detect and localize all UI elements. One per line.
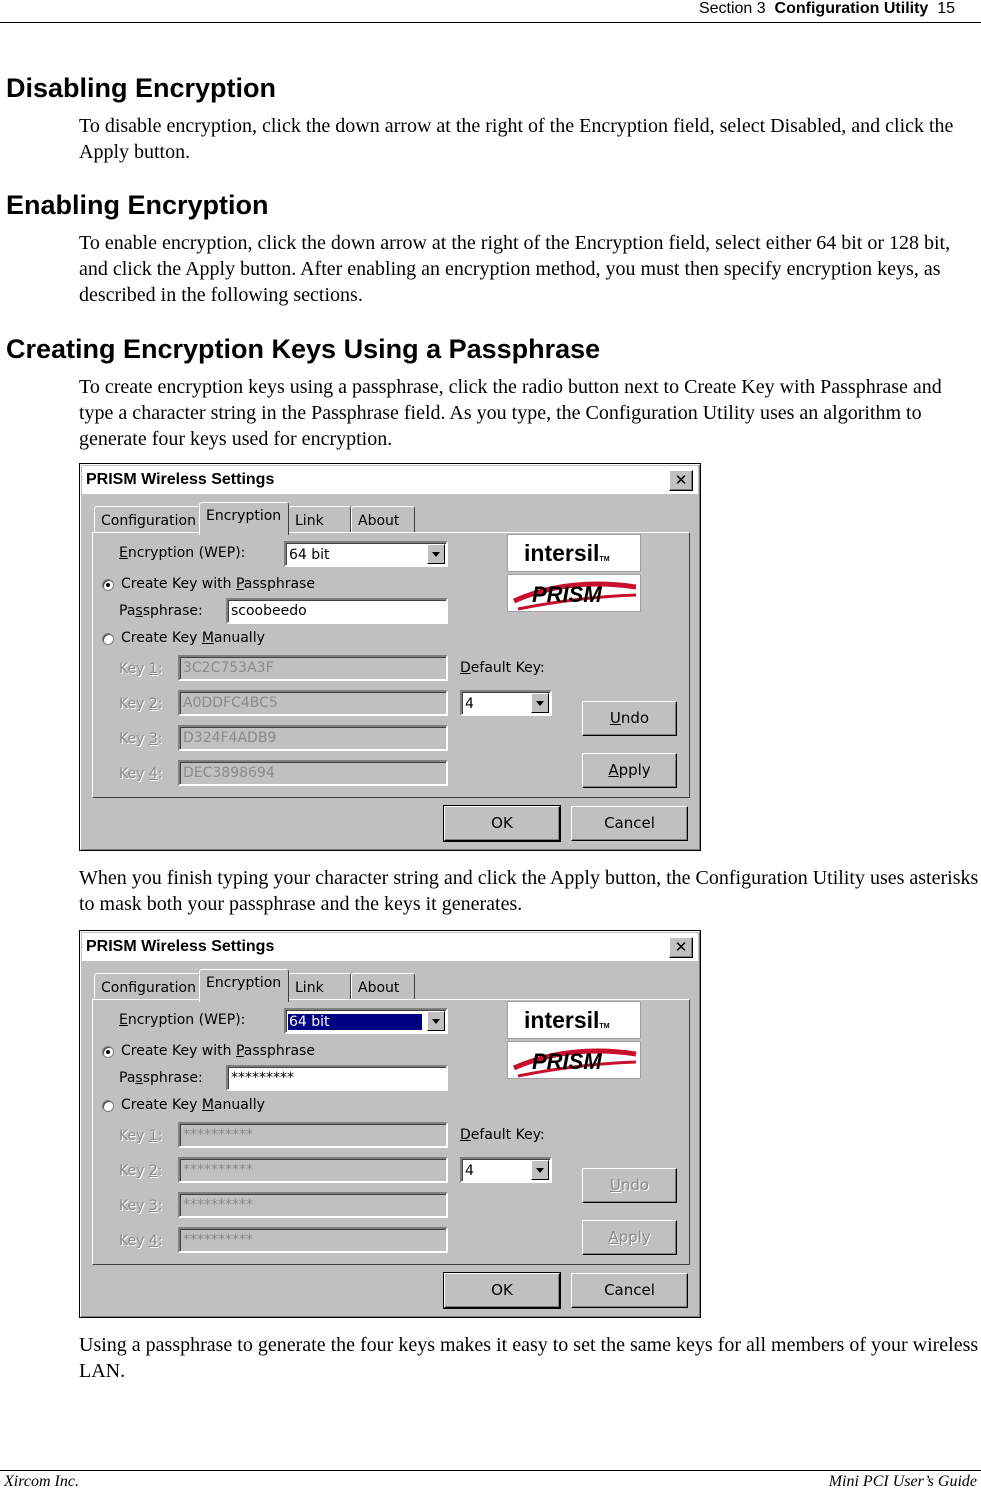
tab-label: Configuration bbox=[101, 980, 196, 996]
chevron-down-icon[interactable] bbox=[427, 1011, 445, 1031]
header-title: Configuration Utility bbox=[774, 0, 929, 17]
chevron-down-icon[interactable] bbox=[531, 693, 549, 713]
key2-label: Key 2: bbox=[119, 696, 163, 712]
apply-button[interactable]: Apply bbox=[582, 1220, 677, 1255]
dialog-titlebar bbox=[82, 466, 698, 494]
tab-label: About bbox=[358, 513, 400, 529]
passphrase-label: Passphrase: bbox=[119, 603, 203, 619]
running-header bbox=[699, 0, 955, 18]
para-closing: Using a passphrase to generate the four keys makes it easy to set the same keys for all members of your wireless LAN. bbox=[79, 1334, 979, 1382]
default-key-label: Default Key: bbox=[460, 1127, 545, 1143]
encryption-select[interactable] bbox=[284, 541, 448, 567]
prism-settings-dialog-2 bbox=[79, 930, 701, 1318]
create-key-passphrase-label[interactable]: Create Key with Passphrase bbox=[121, 1043, 315, 1059]
dialog-title: PRISM Wireless Settings bbox=[86, 471, 275, 488]
tab-label: Configuration bbox=[101, 513, 196, 529]
dialog-titlebar bbox=[82, 933, 698, 961]
prism-logo-text: PRISM bbox=[532, 1049, 602, 1074]
header-page-number: 15 bbox=[937, 0, 955, 17]
key2-input[interactable]: ********** bbox=[178, 1157, 448, 1183]
tab-encryption[interactable] bbox=[199, 969, 289, 1002]
para-disabling-encryption: To disable encryption, click the down arrow at the right of the Encryption field, select Disabled, and click the Apply button. bbox=[79, 115, 954, 163]
close-button[interactable] bbox=[669, 937, 693, 958]
ok-button[interactable]: OK bbox=[444, 1273, 560, 1308]
para-creating-keys: To create encryption keys using a passphrase, click the radio button next to Create Key with Passphrase and type a character string in the Passphrase field. As you type, the Configuration Utility uses an algorithm to generate four keys used for encryption. bbox=[79, 376, 942, 450]
heading-creating-keys: Creating Encryption Keys Using a Passphrase bbox=[6, 334, 601, 364]
create-key-manually-label[interactable]: Create Key Manually bbox=[121, 1097, 265, 1113]
key4-input[interactable]: ********** bbox=[178, 1227, 448, 1253]
apply-button[interactable]: Apply bbox=[582, 753, 677, 788]
para-enabling-encryption: To enable encryption, click the down arrow at the right of the Encryption field, select either 64 bit or 128 bit, and click the Apply button. After enabling an encryption method, you must then specify encryption keys, as described in the following sections. bbox=[79, 232, 951, 306]
close-icon: ✕ bbox=[674, 471, 688, 489]
tab-link[interactable] bbox=[288, 973, 351, 1000]
key3-label: Key 3: bbox=[119, 731, 163, 747]
key2-input[interactable]: A0DDFC4BC5 bbox=[178, 690, 448, 716]
cancel-button[interactable]: Cancel bbox=[571, 1273, 688, 1308]
tab-about[interactable] bbox=[351, 506, 415, 533]
heading-disabling-encryption: Disabling Encryption bbox=[6, 73, 277, 103]
undo-button[interactable]: Undo bbox=[582, 1168, 677, 1203]
tab-configuration[interactable] bbox=[94, 973, 200, 1000]
key3-label: Key 3: bbox=[119, 1198, 163, 1214]
key1-label: Key 1: bbox=[119, 1128, 163, 1144]
tab-link[interactable] bbox=[288, 506, 351, 533]
tab-encryption[interactable] bbox=[199, 502, 289, 535]
prism-logo bbox=[507, 1041, 641, 1079]
chevron-down-icon[interactable] bbox=[531, 1160, 549, 1180]
key1-input[interactable]: 3C2C753A3F bbox=[178, 655, 448, 681]
heading-enabling-encryption: Enabling Encryption bbox=[6, 190, 269, 220]
encryption-select-value: 64 bit bbox=[288, 1014, 422, 1030]
key3-input[interactable]: D324F4ADB9 bbox=[178, 725, 448, 751]
default-key-value: 4 bbox=[465, 1163, 474, 1179]
default-key-select[interactable] bbox=[460, 1157, 552, 1183]
default-key-value: 4 bbox=[465, 696, 474, 712]
header-section: Section 3 bbox=[698, 0, 766, 17]
default-key-label: Default Key: bbox=[460, 660, 545, 676]
passphrase-input[interactable]: scoobeedo bbox=[226, 598, 448, 624]
create-key-manually-label[interactable]: Create Key Manually bbox=[121, 630, 265, 646]
close-button[interactable] bbox=[669, 470, 693, 491]
intersil-logo: intersilTM bbox=[507, 1001, 641, 1039]
encryption-select[interactable] bbox=[284, 1008, 448, 1034]
create-key-manually-radio[interactable] bbox=[102, 1100, 114, 1112]
default-key-select[interactable] bbox=[460, 690, 552, 716]
encryption-wep-label: Encryption (WEP): bbox=[119, 545, 246, 561]
ok-button[interactable]: OK bbox=[444, 806, 560, 841]
tab-label: Encryption bbox=[206, 508, 282, 524]
key2-label: Key 2: bbox=[119, 1163, 163, 1179]
header-rule bbox=[0, 22, 981, 23]
cancel-button[interactable]: Cancel bbox=[571, 806, 688, 841]
tab-label: Link bbox=[295, 980, 324, 996]
prism-logo bbox=[507, 574, 641, 612]
encryption-select-value: 64 bit bbox=[289, 547, 330, 563]
footer-company: Xircom Inc. bbox=[4, 1473, 79, 1490]
chevron-down-icon[interactable] bbox=[427, 544, 445, 564]
dialog-title: PRISM Wireless Settings bbox=[86, 938, 275, 955]
create-key-manually-radio[interactable] bbox=[102, 633, 114, 645]
intersil-logo: intersilTM bbox=[507, 534, 641, 572]
passphrase-input[interactable]: ********* bbox=[226, 1065, 448, 1091]
create-key-passphrase-label[interactable]: Create Key with Passphrase bbox=[121, 576, 315, 592]
tab-label: Encryption bbox=[206, 975, 282, 991]
key4-input[interactable]: DEC3898694 bbox=[178, 760, 448, 786]
encryption-wep-label: Encryption (WEP): bbox=[119, 1012, 246, 1028]
key1-input[interactable]: ********** bbox=[178, 1122, 448, 1148]
key4-label: Key 4: bbox=[119, 1233, 163, 1249]
undo-button[interactable]: Undo bbox=[582, 701, 677, 736]
prism-settings-dialog-1 bbox=[79, 463, 701, 851]
footer-rule bbox=[0, 1470, 981, 1471]
passphrase-label: Passphrase: bbox=[119, 1070, 203, 1086]
create-key-passphrase-radio[interactable] bbox=[102, 579, 114, 591]
tab-configuration[interactable] bbox=[94, 506, 200, 533]
para-asterisk-mask: When you finish typing your character string and click the Apply button, the Configuration Utility uses asterisks to mask both your passphrase and the keys it generates. bbox=[79, 867, 979, 915]
key4-label: Key 4: bbox=[119, 766, 163, 782]
close-icon: ✕ bbox=[674, 938, 688, 956]
key1-label: Key 1: bbox=[119, 661, 163, 677]
create-key-passphrase-radio[interactable] bbox=[102, 1046, 114, 1058]
key3-input[interactable]: ********** bbox=[178, 1192, 448, 1218]
tab-label: Link bbox=[295, 513, 324, 529]
footer-guide-title: Mini PCI User’s Guide bbox=[828, 1473, 977, 1490]
prism-logo-text: PRISM bbox=[532, 582, 602, 607]
tab-label: About bbox=[358, 980, 400, 996]
tab-about[interactable] bbox=[351, 973, 415, 1000]
